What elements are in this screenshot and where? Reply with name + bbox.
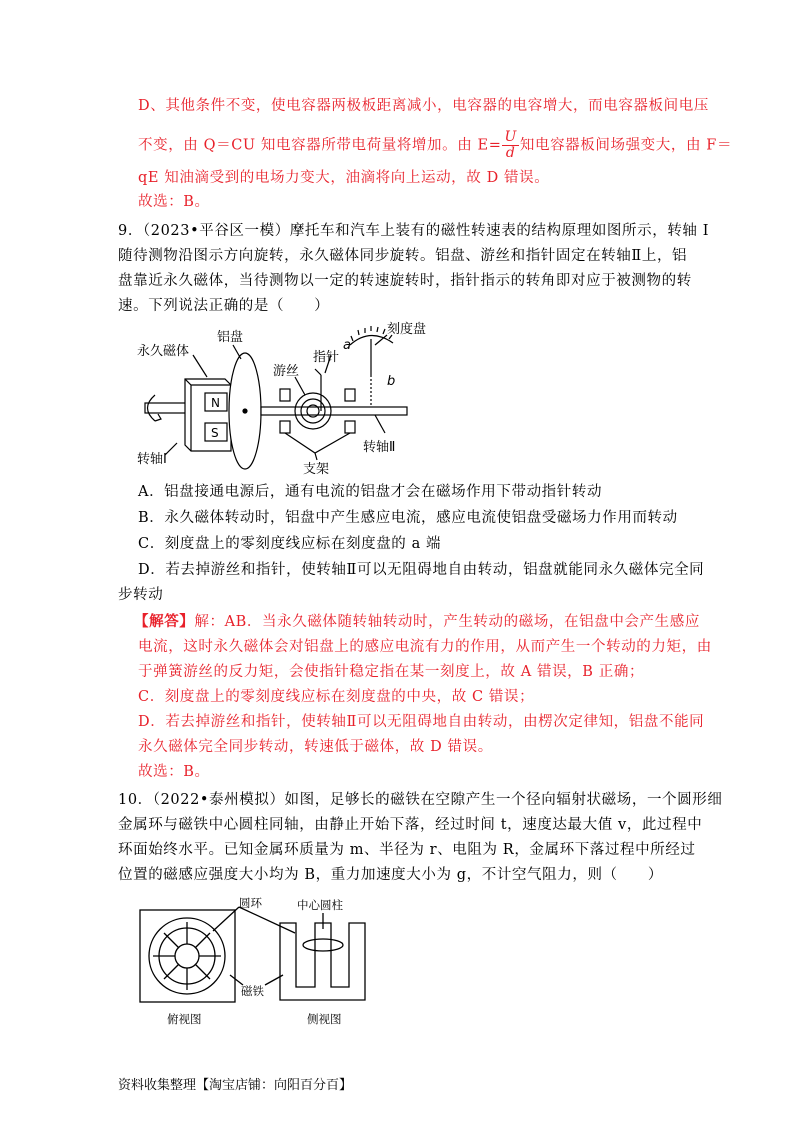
solution-d-line3: qE 知油滴受到的电场力变大，油滴将向上运动，故 D 错误。 (138, 170, 550, 186)
q10-line4: 位置的磁感应强度大小均为 B，重力加速度大小为 g，不计空气阻力，则（ ） (118, 867, 663, 883)
label-bracket: 支架 (303, 462, 330, 477)
solution-tag: 【解答】 (134, 613, 195, 630)
solution-d-line2b: 知电容器板间场强变大，由 F＝ (519, 137, 733, 154)
q9-option-b: B．永久磁体转动时，铝盘中产生感应电流，感应电流使铝盘受磁场力作用而转动 (138, 510, 678, 526)
solution-d-line2 (138, 130, 732, 161)
label-shaft-1: 转轴I (137, 452, 167, 467)
q10-line3: 环面始终水平。已知金属环质量为 m、半径为 r、电阻为 R，金属环下落过程中所经过 (118, 842, 696, 858)
q10-line2: 金属环与磁铁中心圆柱同轴，由静止开始下落，经过时间 t，速度达最大值 v，此过程中 (118, 817, 703, 833)
bracket (285, 433, 350, 453)
label-pointer: 指针 (313, 350, 340, 365)
fraction-u-over-d (502, 130, 518, 161)
label-a: a (343, 338, 351, 353)
q9-line3: 盘靠近永久磁体，当待测物以一定的转速旋转时，指针指示的转角即对应于被测物的转 (118, 273, 692, 289)
q9-solution-line4: C．刻度盘上的零刻度线应标在刻度盘的中央，故 C 错误； (138, 689, 535, 705)
q9-answer: 故选：B。 (138, 764, 210, 780)
solution-d-line1: D、其他条件不变，使电容器两极板距离减小，电容器的电容增大，而电容器板间电压 (138, 98, 709, 114)
label-shaft-2: 转轴Ⅱ (363, 440, 396, 455)
label-ring: 圆环 (239, 896, 262, 910)
q9-solution-line3: 于弹簧游丝的反力矩，会使指针稳定指在某一刻度上，故 A 错误，B 正确； (138, 664, 645, 680)
q9-option-a: A．铝盘接通电源后，通有电流的铝盘才会在磁场作用下带动指针转动 (138, 484, 603, 500)
label-dial: 刻度盘 (387, 322, 427, 337)
label-side-view: 侧视图 (307, 1012, 342, 1026)
label-permanent-magnet: 永久磁体 (137, 344, 190, 359)
side-view-ring (303, 939, 343, 951)
side-view-magnet (280, 923, 365, 1000)
label-b: b (387, 374, 396, 389)
q9-option-d-line2: 步转动 (118, 587, 164, 603)
shaft-2 (261, 407, 407, 415)
label-magnet: 磁铁 (241, 984, 264, 998)
label-s: S (211, 426, 219, 440)
q9-option-d-line1: D．若去掉游丝和指针，使转轴Ⅱ可以无阻碍地自由转动，铝盘就能同永久磁体完全同 (138, 562, 705, 578)
q9-solution-text1: 解：AB．当永久磁体随转轴转动时，产生转动的磁场，在铝盘中会产生感应 (194, 614, 700, 630)
label-top-view: 俯视图 (167, 1012, 202, 1026)
label-n: N (211, 396, 220, 410)
tachometer-diagram (135, 315, 465, 480)
q9-solution-line2: 电流，这时永久磁体会对铝盘上的感应电流有力的作用，从而产生一个转动的力矩，由 (138, 639, 712, 655)
label-hairspring: 游丝 (273, 364, 300, 379)
q9-line1: 9．（2023•平谷区一模）摩托车和汽车上装有的磁性转速表的结构原理如图所示，转轴 I (118, 223, 710, 239)
label-aluminum-disk: 铝盘 (217, 330, 244, 345)
label-center-column: 中心圆柱 (297, 898, 343, 912)
fraction-numerator: U (504, 129, 517, 145)
answer-top: 故选：B。 (138, 194, 210, 210)
q9-option-c: C．刻度盘上的零刻度线应标在刻度盘的 a 端 (138, 536, 442, 552)
q9-solution-line5: D．若去掉游丝和指针，使转轴Ⅱ可以无阻碍地自由转动，由楞次定律知，铝盘不能同 (138, 714, 705, 730)
q10-line1: 10．（2022•泰州模拟）如图，足够长的磁铁在空隙产生一个径向辐射状磁场，一个圆形细 (118, 792, 723, 808)
q9-solution-line6: 永久磁体完全同步转动，转速低于磁体，故 D 错误。 (138, 739, 493, 755)
magnet-ring-diagram (135, 895, 405, 1030)
radial-field-lines (153, 922, 221, 990)
solution-d-line2a: 不变，由 Q＝CU 知电容器所带电荷量将增加。由 E= (138, 137, 502, 154)
fraction-denominator: d (505, 145, 516, 161)
footer-note: 资料收集整理【淘宝店铺：向阳百分百】 (118, 1078, 353, 1093)
q9-line2: 随待测物沿图示方向旋转，永久磁体同步旋转。铝盘、游丝和指针固定在转轴Ⅱ上，铝 (118, 248, 688, 264)
q9-solution-line1 (134, 612, 700, 632)
q9-line4: 速。下列说法正确的是（ ） (118, 298, 330, 314)
